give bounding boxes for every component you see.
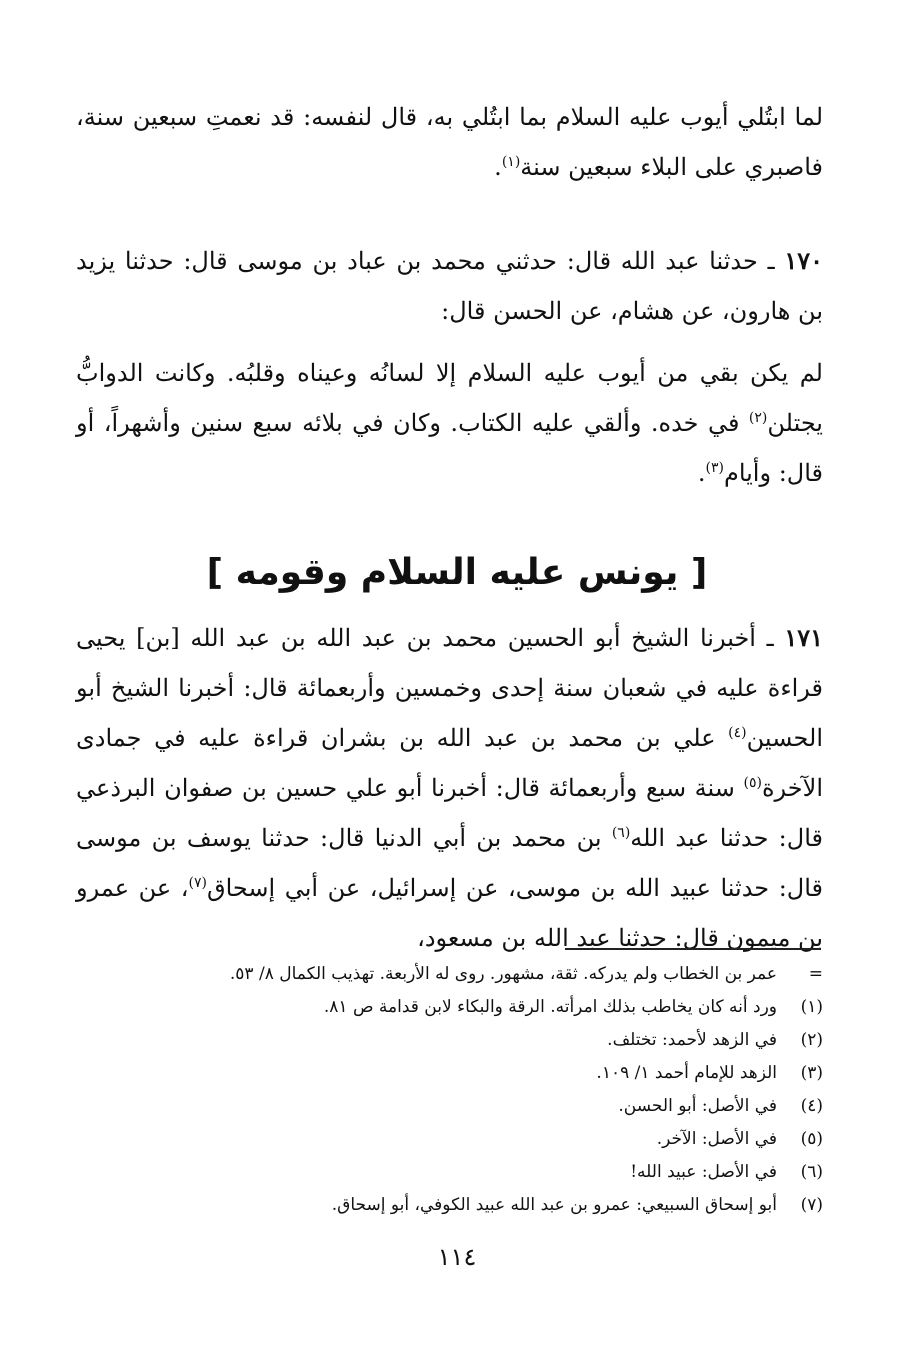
footnote-ref-3: (٣) <box>705 460 724 476</box>
page-number: ١١٤ <box>437 1243 477 1271</box>
paragraph-text: لما ابتُلي أيوب عليه السلام بما ابتُلي به، قال لنفسه: قد نعمتِ سبعين سنة، فاصبري على البلاء سبعين سنة <box>76 103 824 181</box>
narration-number: ١٧٠ <box>784 246 823 275</box>
footnote-mark: (٧) <box>800 1195 823 1215</box>
footnote-item <box>60 991 823 1024</box>
footnote-item <box>60 1123 823 1156</box>
footnote-text: في الأصل: الآخر. <box>656 1129 777 1149</box>
footnote-ref-2: (٢) <box>748 410 768 426</box>
footnote-item <box>60 1156 823 1189</box>
isnad-text: ـ أخبرنا الشيخ أبو الحسين محمد بن عبد الله بن عبد الله [بن] يحيى قراءة عليه في شعبان سنة إحدى وخمسين وأربعمائة قال: أخبرنا الشيخ أبو الحسين <box>76 624 823 752</box>
footnote-mark: (٥) <box>800 1129 823 1149</box>
footnote-text: عمر بن الخطاب ولم يدركه. ثقة، مشهور. روى له الأربعة. تهذيب الكمال ٨/ ٥٣. <box>229 964 777 984</box>
footnote-mark: (١) <box>800 997 823 1017</box>
footnote-mark: (٤) <box>800 1096 823 1116</box>
paragraph-narration-170 <box>76 236 823 336</box>
footnote-mark: (٦) <box>800 1162 823 1182</box>
footnote-text: في الأصل: أبو الحسن. <box>618 1096 777 1116</box>
paragraph-text: . <box>494 153 502 181</box>
footnote-mark: = <box>808 964 823 984</box>
isnad-text: سنة سبع وأربعمائة قال: أخبرنا أبو علي حسين بن صفوان البرذعي قال: حدثنا عبد الله <box>76 774 823 852</box>
footnote-item <box>60 1057 823 1090</box>
footnote-ref-7: (٧) <box>188 875 207 891</box>
footnote-text: أبو إسحاق السبيعي: عمرو بن عبد الله عبيد الكوفي، أبو إسحاق. <box>331 1195 777 1215</box>
isnad-text: علي بن محمد بن عبد الله بن بشران قراءة عليه في جمادى الآخرة <box>76 724 823 802</box>
isnad-text: بن محمد بن أبي الدنيا قال: حدثنا يوسف بن موسى قال: حدثنا عبيد الله بن موسى، عن إسرائيل، عن أبي إسحاق <box>76 824 823 902</box>
paragraph-text: لم يكن بقي من أيوب عليه السلام إلا لسانُه وعيناه وقلبُه. وكانت الدوابُّ يجتلن <box>76 359 823 437</box>
footnote-ref-1: (١) <box>501 154 521 170</box>
footnote-item <box>60 1024 823 1057</box>
footnote-ref-6: (٦) <box>611 825 631 841</box>
paragraph-ayyub-affliction <box>76 348 823 498</box>
footnote-item <box>60 958 823 991</box>
footnotes-list <box>60 958 823 1222</box>
footnote-item <box>60 1189 823 1222</box>
footnote-text: في الزهد لأحمد: تختلف. <box>607 1030 777 1050</box>
paragraph-text: . <box>697 459 706 487</box>
footnote-ref-4: (٤) <box>728 725 747 741</box>
footnote-text: الزهد للإمام أحمد ١/ ١٠٩. <box>596 1063 777 1083</box>
paragraph-narration-171 <box>76 613 823 963</box>
footnote-mark: (٢) <box>800 1030 823 1050</box>
section-heading: [ يونس عليه السلام وقومه ] <box>206 552 708 593</box>
isnad-text: ، عن عمرو بن ميمون قال: حدثنا عبد الله بن مسعود، <box>76 874 823 952</box>
footnote-text: ورد أنه كان يخاطب بذلك امرأته. الرقة والبكاء لابن قدامة ص ٨١. <box>323 997 777 1017</box>
footnote-item <box>60 1090 823 1123</box>
paragraph-ayyub-seventy-years <box>76 92 823 192</box>
footnote-ref-5: (٥) <box>743 775 762 791</box>
narration-number: ١٧١ <box>784 623 823 652</box>
footnote-mark: (٣) <box>800 1063 823 1083</box>
footnote-text: في الأصل: عبيد الله! <box>630 1162 777 1182</box>
paragraph-text: في خده. وألقي عليه الكتاب. وكان في بلائه سبع سنين وأشهراً، أو قال: وأيام <box>76 409 823 487</box>
isnad-text: ـ حدثنا عبد الله قال: حدثني محمد بن عباد بن موسى قال: حدثنا يزيد بن هارون، عن هشام، عن الحسن قال: <box>76 247 823 325</box>
footnote-divider <box>565 948 821 950</box>
